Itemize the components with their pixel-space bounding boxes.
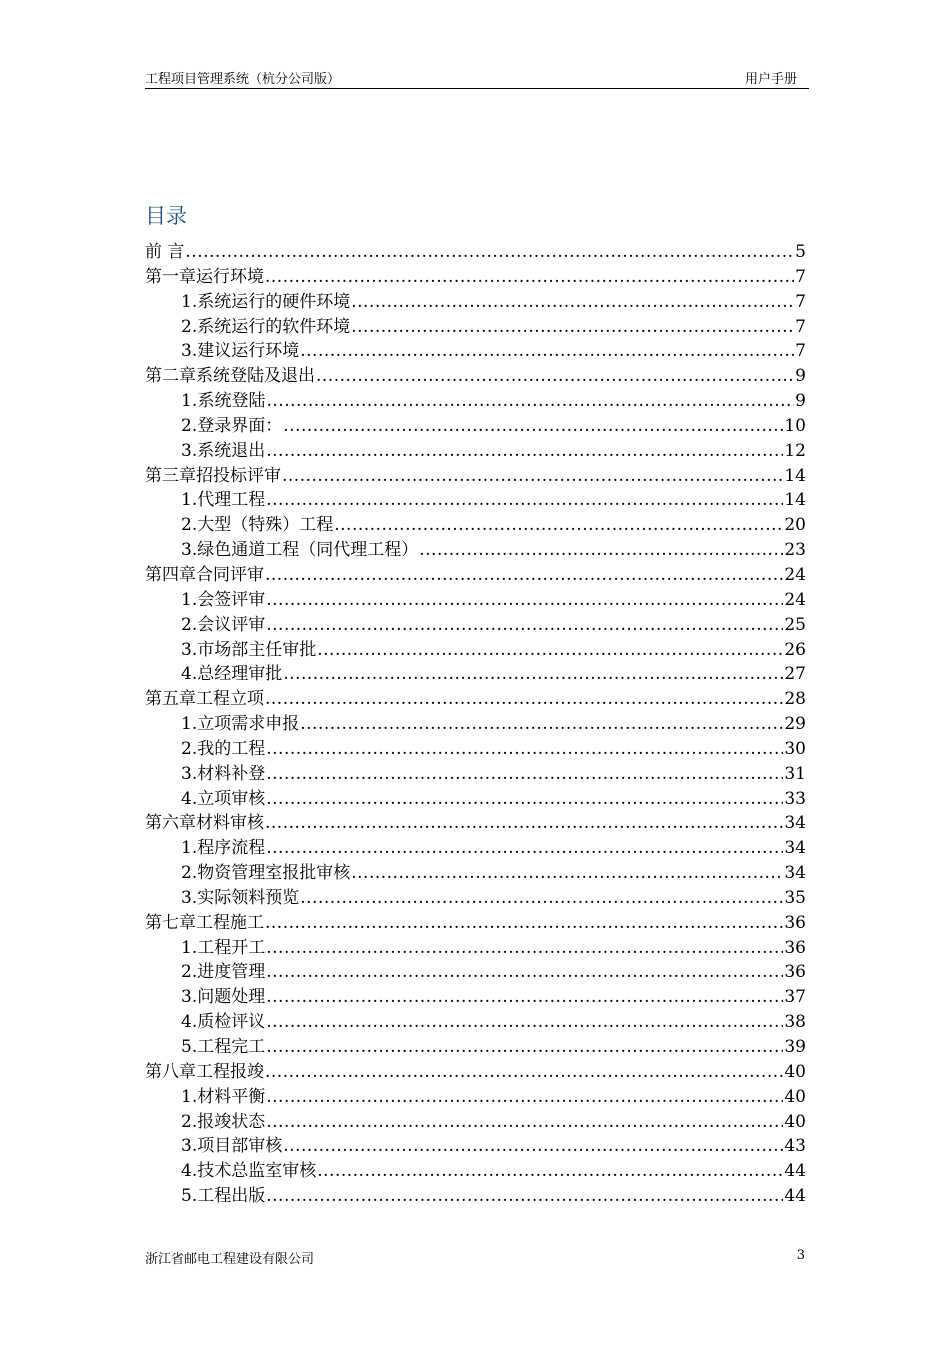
toc-entry-label: 招投标评审: [196, 465, 281, 486]
toc-dot-leader: [351, 290, 794, 315]
toc-chapter-entry[interactable]: [145, 240, 806, 265]
toc-section-entry[interactable]: [145, 985, 806, 1010]
toc-entry-label: 实际领料预览: [197, 887, 300, 908]
toc-section-number: 3.: [181, 763, 198, 784]
toc-entry-label: 材料审核: [196, 813, 264, 834]
toc-section-number: 2.: [181, 738, 198, 759]
toc-section-number: 5.: [181, 1186, 198, 1207]
toc-section-number: 1.: [181, 714, 198, 735]
toc-section-entry[interactable]: [145, 1035, 806, 1060]
toc-title: 目录: [145, 204, 187, 228]
toc-page-number: 36: [784, 937, 806, 958]
toc-dot-leader: [265, 911, 783, 936]
toc-section-entry[interactable]: [145, 662, 806, 687]
toc-dot-leader: [351, 861, 783, 886]
toc-page-number: 23: [784, 540, 806, 561]
toc-page-number: 5: [795, 242, 806, 262]
toc-chapter-number: 第七章: [145, 912, 196, 933]
toc-entry-label: 技术总监室审核: [197, 1161, 317, 1182]
toc-page-number: 37: [784, 987, 806, 1008]
toc-section-number: 2.: [181, 614, 198, 635]
toc-entry-label: 合同评审: [196, 564, 264, 585]
toc-chapter-number: 第一章: [145, 266, 196, 287]
toc-page-number: 14: [784, 490, 806, 511]
header-title: 工程项目管理系统（杭分公司版）: [145, 72, 341, 87]
toc-entry-label: 项目部审核: [197, 1136, 283, 1157]
toc-dot-leader: [266, 1035, 783, 1060]
toc-dot-leader: [267, 389, 795, 414]
toc-section-entry[interactable]: [145, 1159, 806, 1184]
toc-section-number: 3.: [181, 341, 198, 362]
toc-dot-leader: [334, 513, 783, 538]
toc-chapter-number: 第四章: [145, 564, 196, 585]
toc-section-number: 3.: [181, 639, 198, 660]
toc-page-number: 40: [784, 1111, 806, 1132]
toc-entry-label: 市场部主任审批: [197, 639, 317, 660]
toc-chapter-number: 第八章: [145, 1061, 196, 1082]
toc-entry-label: 物资管理室报批审核: [197, 863, 351, 884]
toc-section-number: 3.: [181, 1136, 198, 1157]
toc-section-entry[interactable]: [145, 290, 806, 315]
toc-chapter-entry[interactable]: [145, 1060, 806, 1085]
toc-dot-leader: [265, 563, 783, 588]
toc-entry-label: 工程立项: [196, 689, 264, 710]
toc-section-number: 5.: [181, 1037, 198, 1057]
toc-dot-leader: [265, 811, 783, 836]
toc-dot-leader: [266, 737, 783, 762]
toc-entry-label: 立项需求申报: [197, 714, 300, 735]
toc-section-number: 2.: [181, 863, 198, 884]
toc-section-number: 2.: [181, 515, 198, 536]
toc-page-number: 28: [784, 689, 806, 710]
toc-entry-label: 我的工程: [197, 738, 266, 759]
toc-dot-leader: [351, 315, 794, 340]
toc-page-number: 40: [784, 1061, 806, 1082]
toc-page-number: 44: [784, 1186, 806, 1207]
toc-entry-label: 报竣状态: [197, 1111, 266, 1132]
toc-section-number: 3.: [181, 987, 198, 1008]
toc-chapter-entry[interactable]: [145, 265, 806, 290]
toc-page-number: 26: [784, 639, 806, 660]
toc-entry-label: 系统退出: [197, 440, 266, 461]
toc-section-entry[interactable]: [145, 960, 806, 985]
toc-page-number: 14: [784, 465, 806, 486]
toc-section-number: 3.: [181, 887, 198, 908]
toc-chapter-number: 第六章: [145, 813, 196, 834]
toc-section-entry[interactable]: [145, 787, 806, 812]
toc-dot-leader: [283, 662, 783, 687]
toc-entry-label: 工程完工: [197, 1037, 266, 1057]
toc-dot-leader: [266, 787, 783, 812]
toc-section-number: 2.: [181, 415, 198, 436]
toc-chapter-entry[interactable]: [145, 911, 806, 936]
toc-dot-leader: [317, 638, 783, 663]
toc-section-number: 1.: [181, 937, 198, 958]
header-doc-type: 用户手册: [744, 72, 797, 87]
toc-chapter-number: 第五章: [145, 689, 196, 710]
toc-entry-label: 系统运行的硬件环境: [197, 291, 351, 312]
toc-entry-label: 工程开工: [197, 937, 266, 958]
toc-entry-label: 建议运行环境: [197, 341, 300, 362]
toc-dot-leader: [317, 1159, 783, 1184]
toc-entry-label: 登录界面：: [197, 415, 283, 436]
toc-section-entry[interactable]: [145, 613, 806, 638]
toc-page-number: 27: [784, 664, 806, 685]
toc-section-entry[interactable]: [145, 513, 806, 538]
page-header: [145, 66, 809, 89]
toc-dot-leader: [300, 712, 783, 737]
toc-page-number: 36: [784, 962, 806, 983]
toc-page-number: 29: [784, 714, 806, 735]
toc-entry-label: 工程施工: [196, 912, 264, 933]
toc-dot-leader: [266, 762, 783, 787]
toc-page-number: 12: [784, 440, 806, 461]
table-of-contents: [145, 240, 806, 1209]
toc-page-number: 35: [784, 887, 806, 908]
toc-chapter-entry[interactable]: [145, 364, 806, 389]
toc-page-number: 9: [795, 391, 806, 412]
toc-entry-label: 大型（特殊）工程: [197, 515, 334, 536]
toc-chapter-entry[interactable]: [145, 811, 806, 836]
toc-section-number: 1.: [181, 291, 198, 312]
toc-chapter-number: 前 言: [145, 242, 185, 262]
toc-section-number: 1.: [181, 1086, 198, 1107]
toc-page-number: 20: [784, 515, 806, 536]
toc-section-entry[interactable]: [145, 886, 806, 911]
toc-page-number: 34: [784, 838, 806, 859]
toc-chapter-entry[interactable]: [145, 464, 806, 489]
toc-section-entry[interactable]: [145, 439, 806, 464]
toc-section-number: 2.: [181, 962, 198, 983]
toc-section-entry[interactable]: [145, 588, 806, 613]
toc-entry-label: 会签评审: [197, 589, 266, 610]
toc-page-number: 33: [784, 788, 806, 809]
toc-entry-label: 进度管理: [197, 962, 266, 983]
toc-section-number: 1.: [181, 490, 198, 511]
toc-dot-leader: [300, 339, 794, 364]
toc-dot-leader: [266, 613, 783, 638]
toc-dot-leader: [265, 687, 783, 712]
toc-chapter-number: 第二章: [145, 366, 196, 387]
toc-dot-leader: [266, 936, 783, 961]
toc-page-number: 40: [784, 1086, 806, 1107]
toc-section-entry[interactable]: [145, 737, 806, 762]
toc-dot-leader: [266, 1184, 783, 1209]
toc-section-entry[interactable]: [145, 414, 806, 439]
toc-entry-label: 代理工程: [197, 490, 266, 511]
toc-page-number: 39: [784, 1037, 806, 1057]
toc-section-entry[interactable]: [145, 1010, 806, 1035]
toc-entry-label: 质检评议: [197, 1012, 266, 1033]
footer-company: 浙江省邮电工程建设有限公司: [145, 1252, 315, 1267]
toc-dot-leader: [266, 960, 783, 985]
toc-dot-leader: [266, 1085, 783, 1110]
toc-dot-leader: [283, 414, 783, 439]
toc-dot-leader: [419, 538, 783, 563]
toc-entry-label: 系统运行的软件环境: [197, 316, 351, 337]
toc-section-entry[interactable]: [145, 762, 806, 787]
toc-section-number: 1.: [181, 391, 198, 412]
toc-dot-leader: [266, 985, 783, 1010]
toc-page-number: 34: [784, 813, 806, 834]
page-number: 3: [796, 1248, 805, 1263]
toc-section-entry[interactable]: [145, 836, 806, 861]
toc-dot-leader: [185, 240, 794, 265]
toc-section-number: 4.: [181, 1161, 198, 1182]
toc-section-entry[interactable]: [145, 936, 806, 961]
toc-section-number: 4.: [181, 1012, 198, 1033]
toc-section-entry[interactable]: [145, 389, 806, 414]
toc-section-number: 1.: [181, 838, 198, 859]
toc-page-number: 7: [795, 266, 806, 287]
toc-dot-leader: [266, 488, 783, 513]
toc-dot-leader: [265, 1060, 783, 1085]
toc-page-number: 36: [784, 912, 806, 933]
toc-page-number: 25: [784, 614, 806, 635]
toc-entry-label: 会议评审: [197, 614, 266, 635]
toc-dot-leader: [266, 588, 783, 613]
toc-section-entry[interactable]: [145, 1085, 806, 1110]
toc-entry-label: 系统登陆: [197, 391, 266, 412]
toc-page-number: 30: [784, 738, 806, 759]
toc-page-number: 7: [795, 291, 806, 312]
toc-section-entry[interactable]: [145, 712, 806, 737]
toc-page-number: 34: [784, 863, 806, 884]
toc-entry-label: 系统登陆及退出: [196, 366, 315, 387]
toc-section-number: 2.: [181, 316, 198, 337]
toc-section-number: 1.: [181, 589, 198, 610]
toc-dot-leader: [265, 265, 794, 290]
toc-section-number: 3.: [181, 540, 198, 561]
toc-entry-label: 工程报竣: [196, 1061, 264, 1082]
toc-page-number: 10: [784, 415, 806, 436]
toc-section-entry[interactable]: [145, 1134, 806, 1159]
toc-dot-leader: [282, 464, 783, 489]
toc-entry-label: 运行环境: [196, 266, 264, 287]
toc-section-entry[interactable]: [145, 1184, 806, 1209]
toc-page-number: 7: [795, 341, 806, 362]
toc-chapter-entry[interactable]: [145, 687, 806, 712]
toc-section-number: 2.: [181, 1111, 198, 1132]
toc-section-entry[interactable]: [145, 339, 806, 364]
toc-chapter-number: 第三章: [145, 465, 196, 486]
toc-dot-leader: [300, 886, 783, 911]
toc-section-number: 3.: [181, 440, 198, 461]
toc-dot-leader: [266, 836, 783, 861]
toc-entry-label: 立项审核: [197, 788, 266, 809]
toc-dot-leader: [283, 1134, 783, 1159]
toc-entry-label: 程序流程: [197, 838, 266, 859]
toc-page-number: 24: [784, 589, 806, 610]
toc-dot-leader: [266, 439, 783, 464]
toc-page-number: 31: [784, 763, 806, 784]
toc-entry-label: 绿色通道工程（同代理工程）: [197, 540, 419, 561]
toc-section-entry[interactable]: [145, 488, 806, 513]
toc-page-number: 24: [784, 564, 806, 585]
toc-dot-leader: [266, 1110, 783, 1135]
toc-page-number: 38: [784, 1012, 806, 1033]
toc-entry-label: 总经理审批: [197, 664, 283, 685]
toc-dot-leader: [316, 364, 794, 389]
toc-section-entry[interactable]: [145, 315, 806, 340]
toc-section-number: 4.: [181, 664, 198, 685]
toc-entry-label: 材料补登: [197, 763, 266, 784]
toc-page-number: 9: [795, 366, 806, 387]
toc-entry-label: 问题处理: [197, 987, 266, 1008]
toc-section-entry[interactable]: [145, 861, 806, 886]
toc-section-entry[interactable]: [145, 538, 806, 563]
toc-page-number: 44: [784, 1161, 806, 1182]
toc-page-number: 7: [795, 316, 806, 337]
toc-section-entry[interactable]: [145, 1110, 806, 1135]
toc-entry-label: 材料平衡: [197, 1086, 266, 1107]
toc-dot-leader: [266, 1010, 783, 1035]
toc-section-entry[interactable]: [145, 638, 806, 663]
toc-section-number: 4.: [181, 788, 198, 809]
toc-page-number: 43: [784, 1136, 806, 1157]
toc-chapter-entry[interactable]: [145, 563, 806, 588]
toc-entry-label: 工程出版: [197, 1186, 266, 1207]
